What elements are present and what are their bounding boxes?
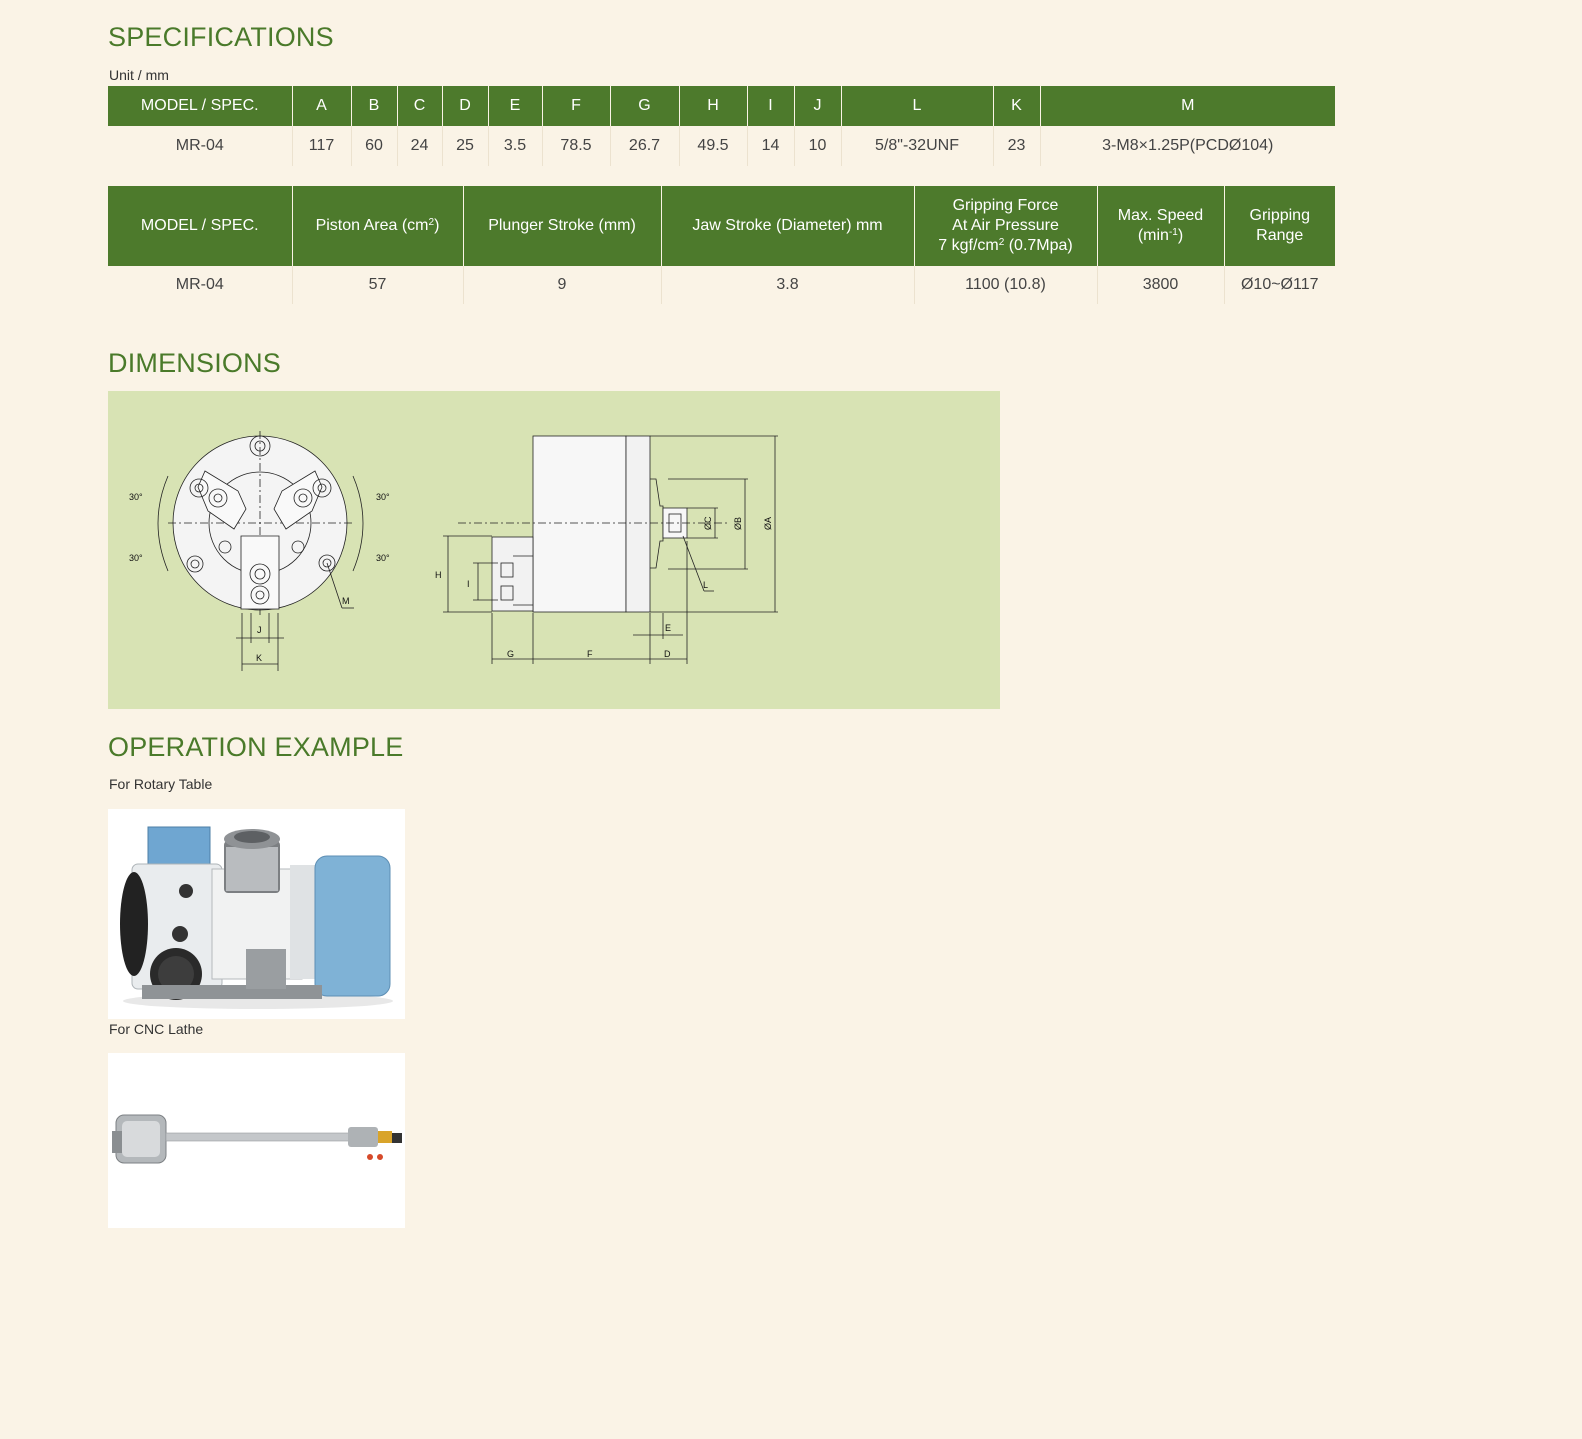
header-h: H bbox=[679, 86, 747, 126]
cell-a: 117 bbox=[292, 126, 351, 166]
cell-j: 10 bbox=[794, 126, 841, 166]
header-gripping-force: Gripping Force At Air Pressure 7 kgf/$cm^2$ (0.7Mpa) bbox=[914, 186, 1097, 266]
cnc-lathe-label: For CNC Lathe bbox=[109, 1021, 204, 1037]
dimensions-title: DIMENSIONS bbox=[108, 348, 282, 378]
table-row bbox=[108, 126, 1335, 166]
label-angle-br: 30° bbox=[376, 553, 390, 563]
label-g: G bbox=[507, 649, 515, 659]
cell-i: 14 bbox=[747, 126, 794, 166]
header-a: A bbox=[292, 86, 351, 126]
header-piston-area: Piston Area $(cm^2)$ bbox=[292, 186, 463, 266]
rotary-table-illustration bbox=[108, 809, 405, 1019]
label-angle-tr: 30° bbox=[376, 492, 390, 502]
label-angle-bl: 30° bbox=[129, 553, 143, 563]
header-plunger-stroke: Plunger Stroke (mm) bbox=[463, 186, 661, 266]
cell-gripping-force: 1100 (10.8) bbox=[914, 266, 1097, 304]
cnc-lathe-image bbox=[108, 1053, 405, 1228]
cell-e: 3.5 bbox=[488, 126, 542, 166]
header-d: D bbox=[442, 86, 488, 126]
label-angle-tl: 30° bbox=[129, 492, 143, 502]
header-model-spec: MODEL / SPEC. bbox=[108, 86, 292, 126]
rotary-table-label: For Rotary Table bbox=[109, 776, 213, 792]
cell-c: 24 bbox=[397, 126, 442, 166]
header-e: E bbox=[488, 86, 542, 126]
cell-l: 5/8"-32UNF bbox=[841, 126, 993, 166]
cell-f: 78.5 bbox=[542, 126, 610, 166]
cell-m: 3-M8×1.25P(PCDØ104) bbox=[1040, 126, 1335, 166]
specifications-title: SPECIFICATIONS bbox=[108, 22, 334, 52]
dimension-spec-table bbox=[108, 86, 1335, 166]
dimension-drawing-svg bbox=[108, 391, 1000, 709]
unit-label: Unit / mm bbox=[109, 67, 169, 83]
table-row bbox=[108, 266, 1335, 304]
rotary-table-image bbox=[108, 809, 405, 1019]
label-i: I bbox=[467, 579, 470, 589]
cell-model: MR-04 bbox=[108, 126, 292, 166]
header-m: M bbox=[1040, 86, 1335, 126]
chuck-body bbox=[533, 436, 626, 612]
header-i: I bbox=[747, 86, 794, 126]
label-k: K bbox=[256, 653, 263, 663]
header-l: L bbox=[841, 86, 993, 126]
label-l: L bbox=[703, 580, 709, 590]
dimension-drawing bbox=[108, 391, 1000, 709]
cnc-lathe-illustration bbox=[108, 1053, 405, 1228]
cell-b: 60 bbox=[351, 126, 397, 166]
label-m: M bbox=[342, 596, 350, 606]
header-g: G bbox=[610, 86, 679, 126]
table-header-row bbox=[108, 186, 1335, 266]
cell-d: 25 bbox=[442, 126, 488, 166]
cell-g: 26.7 bbox=[610, 126, 679, 166]
header-b: B bbox=[351, 86, 397, 126]
label-d: D bbox=[664, 649, 671, 659]
cell-jaw-stroke: 3.8 bbox=[661, 266, 914, 304]
header-f: F bbox=[542, 86, 610, 126]
header-max-speed: Max. Speed $(\min^{-1})$ bbox=[1097, 186, 1224, 266]
cell-h: 49.5 bbox=[679, 126, 747, 166]
label-f: F bbox=[587, 649, 593, 659]
table-header-row bbox=[108, 86, 1335, 126]
header-j: J bbox=[794, 86, 841, 126]
header-c: C bbox=[397, 86, 442, 126]
header-jaw-stroke: Jaw Stroke (Diameter) mm bbox=[661, 186, 914, 266]
header-gripping-range: Gripping Range bbox=[1224, 186, 1335, 266]
cell-gripping-range: Ø10~Ø117 bbox=[1224, 266, 1335, 304]
label-h: H bbox=[435, 570, 442, 580]
cell-k: 23 bbox=[993, 126, 1040, 166]
cell-max-speed: 3800 bbox=[1097, 266, 1224, 304]
cell-piston-area: 57 bbox=[292, 266, 463, 304]
label-j: J bbox=[257, 625, 262, 635]
label-phi-b: ØB bbox=[733, 516, 743, 530]
cell-model: MR-04 bbox=[108, 266, 292, 304]
label-phi-c: ØC bbox=[703, 516, 713, 530]
performance-spec-table bbox=[108, 186, 1335, 304]
cell-plunger-stroke: 9 bbox=[463, 266, 661, 304]
label-e: E bbox=[665, 623, 672, 633]
header-model-spec: MODEL / SPEC. bbox=[108, 186, 292, 266]
operation-title: OPERATION EXAMPLE bbox=[108, 732, 404, 762]
label-phi-a: ØA bbox=[763, 516, 773, 530]
header-k: K bbox=[993, 86, 1040, 126]
